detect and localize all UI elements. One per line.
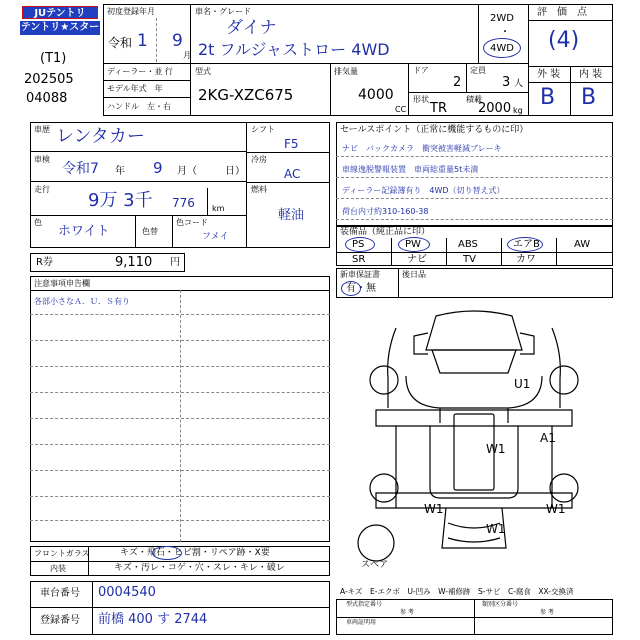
color-label: 色 bbox=[34, 218, 42, 227]
warranty-value: 有・無 bbox=[346, 283, 376, 294]
color-code-label: 色コード bbox=[176, 218, 208, 227]
displacement-unit: CC bbox=[395, 105, 407, 114]
reg-month: 9 bbox=[172, 31, 183, 51]
mileage-label: 走行 bbox=[34, 185, 50, 194]
car-grade: 2t フルジャストロー 4WD bbox=[198, 40, 390, 59]
interior-value: キズ・汚レ・コゲ・穴・スレ・キレ・破レ bbox=[114, 563, 285, 573]
displacement-label: 排気量 bbox=[334, 67, 358, 76]
drive-4wd-circle bbox=[483, 38, 521, 58]
mileage-value: 9万 3千 bbox=[88, 190, 153, 211]
notes-title: 注意事項申告欄 bbox=[34, 279, 90, 288]
drive-dot: ・ bbox=[500, 27, 510, 38]
history-label: 車歴 bbox=[34, 125, 50, 134]
dealer-label: ディーラー・並 行 bbox=[107, 67, 173, 76]
selling-points-title: セールスポイント（正常に機能するものに印） bbox=[340, 125, 529, 135]
fuel-label: 燃料 bbox=[251, 185, 267, 194]
id-line2: 04088 bbox=[26, 91, 68, 106]
equip-abs: ABS bbox=[458, 239, 478, 250]
equip-airbag: エアB bbox=[513, 239, 540, 250]
shape-label: 形状 bbox=[413, 95, 429, 104]
id-line1: 202505 bbox=[24, 72, 74, 87]
score-label: 評 価 点 bbox=[537, 7, 587, 18]
shift-label: シフト bbox=[251, 125, 275, 134]
ext-grade: B bbox=[540, 85, 556, 110]
inspection-label: 車検 bbox=[34, 155, 50, 164]
spare-label: スペア bbox=[361, 560, 389, 570]
ac-value: AC bbox=[284, 167, 301, 181]
equip-pw: PW bbox=[405, 239, 421, 250]
repaint-label: 色替 bbox=[142, 227, 158, 236]
capacity-label: 定員 bbox=[470, 66, 486, 75]
small-label-1: 型式指定番号 bbox=[346, 601, 383, 608]
capacity-unit: 人 bbox=[514, 79, 524, 89]
small-label-2: 類別区分番号 bbox=[482, 601, 519, 608]
mileage-unit: km bbox=[212, 204, 225, 213]
reg-label: 初度登録年月 bbox=[107, 7, 155, 16]
reg-era: 令和 bbox=[108, 36, 133, 50]
model-label: 型式 bbox=[195, 67, 211, 76]
reg-no-label: 登録番号 bbox=[40, 615, 80, 626]
fuel-value: 軽油 bbox=[278, 208, 305, 223]
history-value: レンタカー bbox=[56, 126, 145, 147]
logo bbox=[18, 4, 102, 38]
load-label: 積載 bbox=[466, 95, 482, 104]
shape-value: TR bbox=[430, 101, 447, 116]
small-label-3: 車両証明用 bbox=[346, 619, 377, 626]
capacity-value: 3 bbox=[502, 75, 511, 90]
name-label: 車名・グレード bbox=[195, 7, 251, 16]
logo-top: JUテントリ bbox=[22, 6, 98, 19]
recycle-label: R券 bbox=[36, 257, 53, 268]
drive-4wd: 4WD bbox=[490, 43, 514, 54]
inspection-month: 9 bbox=[153, 159, 163, 177]
int-grade: B bbox=[581, 85, 597, 110]
door-label: ドア bbox=[413, 66, 429, 75]
equip-sr: SR bbox=[352, 254, 366, 265]
inspection-day-unit: 日） bbox=[225, 166, 245, 177]
warranty-circle bbox=[341, 281, 361, 296]
recycle-frame bbox=[30, 253, 185, 272]
ac-label: 冷房 bbox=[251, 155, 267, 164]
selling-point-3: ディーラー記録簿有り 4WD（切り替え式） bbox=[342, 186, 505, 195]
inspection-month-unit: 月（ bbox=[177, 166, 197, 177]
reg-no-value: 前橋 400 す 2744 bbox=[98, 612, 208, 627]
drive-2wd: 2WD bbox=[490, 13, 514, 24]
import-label: 後日品 bbox=[402, 270, 426, 279]
equip-pw-circle bbox=[398, 237, 430, 252]
recycle-unit: 円 bbox=[170, 257, 180, 268]
shift-value: F5 bbox=[284, 137, 299, 151]
damage-w1-a: W1 bbox=[486, 442, 506, 456]
interior-label: 内装 bbox=[50, 564, 66, 573]
front-glass-value: キズ・飛石・ヒビ割・リペア跡・X要 bbox=[120, 548, 270, 558]
front-glass-circle bbox=[152, 546, 182, 560]
damage-w1-c: W1 bbox=[546, 502, 566, 516]
color-code-value: フメイ bbox=[202, 232, 229, 242]
equip-ps: PS bbox=[352, 239, 365, 250]
selling-point-2: 車線逸脱警報装置 車両総重量5t未満 bbox=[342, 165, 479, 174]
front-glass-label: フロントガラス bbox=[34, 549, 90, 558]
reg-year: 1 bbox=[137, 31, 148, 51]
damage-w1-d: W1 bbox=[486, 522, 506, 536]
chassis-label: 車台番号 bbox=[40, 588, 80, 599]
equip-aw: AW bbox=[574, 239, 591, 250]
model-year-label: モデル年式 年 bbox=[107, 84, 163, 93]
model-value: 2KG-XZC675 bbox=[198, 86, 294, 104]
load-unit: kg bbox=[513, 106, 523, 115]
door-value: 2 bbox=[453, 75, 462, 90]
ext-label: 外 装 bbox=[537, 69, 561, 80]
logo-bottom: テントリ★スター bbox=[20, 22, 100, 33]
id-tag: (T1) bbox=[40, 51, 67, 66]
color-value: ホワイト bbox=[58, 224, 110, 239]
selling-point-4: 荷台内寸約310-160-38 bbox=[342, 207, 429, 216]
damage-legend: A-キズ E-エクボ U-凹み W-補修跡 S-サビ C-腐食 XX-交換済 bbox=[340, 587, 574, 596]
int-label: 内 装 bbox=[579, 69, 603, 80]
handle-label: ハンドル 左・右 bbox=[107, 102, 171, 111]
small-label-5: 参 考 bbox=[540, 609, 554, 616]
mileage-small: 776 bbox=[172, 196, 195, 210]
selling-point-1: ナビ バックカメラ 衝突被害軽減ブレーキ bbox=[342, 144, 502, 153]
warranty-label: 新車保証書 bbox=[340, 270, 380, 279]
equip-navi: ナビ bbox=[407, 254, 427, 265]
score-value: (4) bbox=[548, 28, 580, 53]
displacement-value: 4000 bbox=[358, 87, 394, 103]
inspection-year-unit: 年 bbox=[115, 166, 125, 177]
load-value: 2000 bbox=[478, 101, 512, 116]
damage-u1: U1 bbox=[514, 377, 531, 391]
equip-ps-circle bbox=[345, 237, 375, 252]
reg-month-unit: 月 bbox=[183, 51, 191, 60]
equip-leather: カワ bbox=[516, 254, 536, 265]
damage-a1: A1 bbox=[540, 431, 556, 445]
notes-line1: 各部小さなＡ．Ｕ．Ｓ有り bbox=[34, 297, 130, 306]
equip-airbag-circle bbox=[507, 237, 543, 252]
damage-w1-b: W1 bbox=[424, 502, 444, 516]
car-name: ダイナ bbox=[226, 18, 277, 38]
equip-tv: TV bbox=[463, 254, 476, 265]
damage-diagram bbox=[336, 298, 613, 570]
small-label-4: 参 考 bbox=[400, 609, 414, 616]
equipment-title: 装備品（純正品に印） bbox=[340, 227, 431, 237]
recycle-value: 9,110 bbox=[115, 255, 153, 270]
chassis-value: 0004540 bbox=[98, 585, 156, 600]
inspection-era: 令和7 bbox=[62, 161, 99, 177]
